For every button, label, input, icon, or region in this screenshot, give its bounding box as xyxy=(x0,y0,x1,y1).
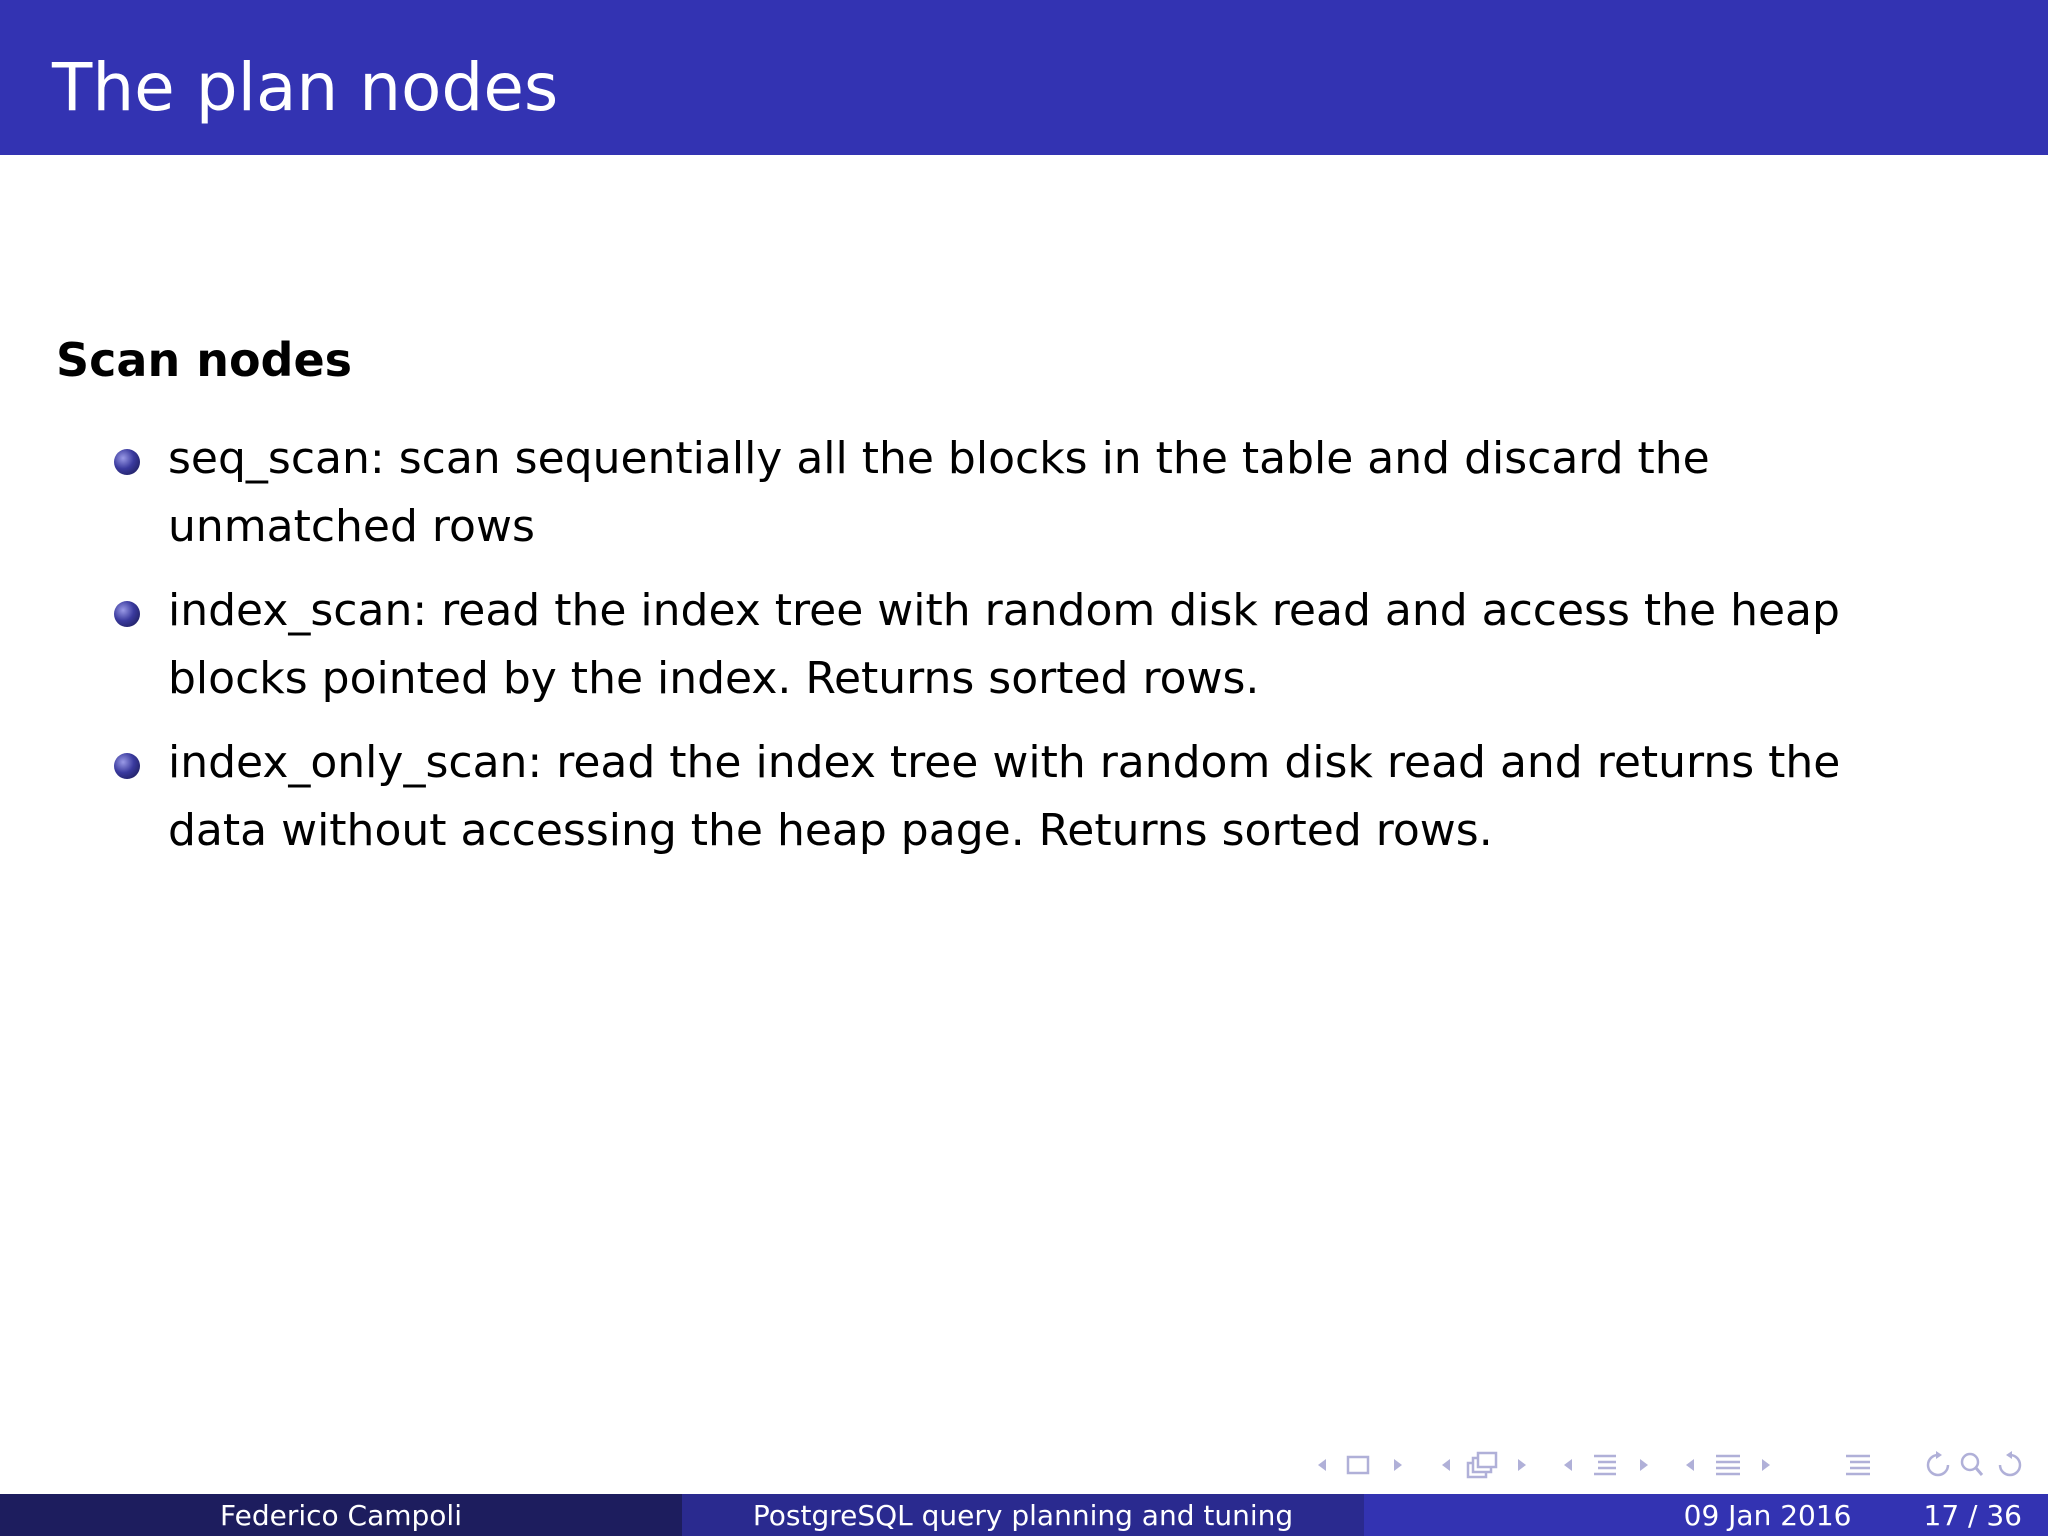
list-item xyxy=(168,425,1998,561)
page-number: 17 / 36 xyxy=(1923,1498,2022,1532)
title-bar xyxy=(0,0,2048,155)
document-nav-icon[interactable] xyxy=(1680,1448,1780,1482)
list-item-line: data without accessing the heap page. Returns sorted rows. xyxy=(168,805,1493,856)
block-title: Scan nodes xyxy=(56,333,353,387)
slide-title: The plan nodes xyxy=(52,49,559,126)
subsection-nav-icon[interactable] xyxy=(1436,1448,1536,1482)
list-item-line: index_scan: read the index tree with random disk read and access the heap xyxy=(168,585,1840,636)
frame-nav-icon[interactable] xyxy=(1310,1448,1410,1482)
footer-info xyxy=(1364,1494,2048,1536)
footer-bar xyxy=(0,1494,2048,1536)
search-icon[interactable] xyxy=(1922,1448,2026,1482)
list-item xyxy=(168,729,1998,865)
bullet-icon xyxy=(114,601,140,627)
list-item-line: blocks pointed by the index. Returns sorted rows. xyxy=(168,653,1260,704)
section-nav-icon[interactable] xyxy=(1558,1448,1658,1482)
bullet-icon xyxy=(114,449,140,475)
appendix-icon[interactable] xyxy=(1840,1448,1876,1482)
footer-talk-title: PostgreSQL query planning and tuning xyxy=(682,1494,1364,1536)
list-item-line: seq_scan: scan sequentially all the blocks in the table and discard the xyxy=(168,433,1710,484)
list-item-line: index_only_scan: read the index tree with random disk read and returns the xyxy=(168,737,1841,788)
footer-date: 09 Jan 2016 xyxy=(1683,1498,1852,1532)
list-item xyxy=(168,577,1998,713)
bullet-icon xyxy=(114,753,140,779)
list-item-line: unmatched rows xyxy=(168,501,535,552)
footer-author: Federico Campoli xyxy=(0,1494,682,1536)
